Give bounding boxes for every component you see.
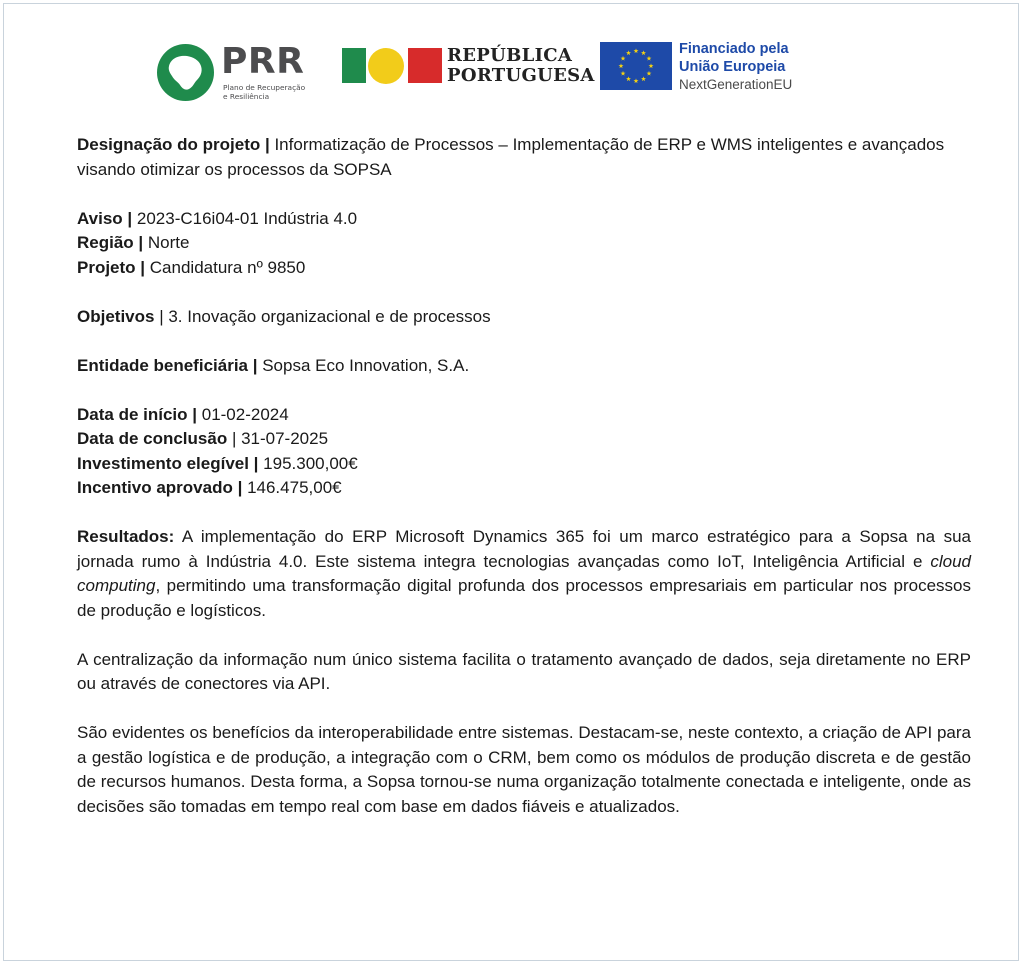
rp-yellow-disc [368,48,404,84]
eu-flag-icon [600,42,672,90]
field-data-conclusao: Data de conclusão | 31-07-2025 [77,429,329,448]
field-projeto: Projeto | Candidatura nº 9850 [77,257,306,277]
field-incentivo: Incentivo aprovado | 146.475,00€ [77,478,342,497]
field-regiao: Região | Norte [77,233,190,252]
rp-wordmark: REPÚBLICA PORTUGUESA [447,45,595,86]
republica-portuguesa-logo [342,45,595,88]
prr-emblem-icon [157,44,214,101]
field-entidade: Entidade beneficiária | Sopsa Eco Innovation, S.A. [77,355,470,375]
prr-subtitle: Plano de Recuperação e Resiliência [223,83,306,101]
resultados-paragraph-2: A centralização da informação num único sistema facilita o tratamento avançado de dados, seja diretamente no ERP ou através de conectores via API. [77,649,971,693]
rp-red-square [408,48,442,83]
eu-funding-logo [600,40,800,92]
resultados-paragraph-3: São evidentes os benefícios da interoperabilidade entre sistemas. Destacam-se, neste contexto, a criação de API para a gestão logística e de produção, a integração com o CRM, bem como os módulos de produção discreta e de gestão de recursos humanos. Desta forma, a Sopsa tornou-se numa organização totalmente conectada e inteligente, onde as decisões são tomadas em tempo real com base em dados fiáveis e atualizados. [77,723,971,816]
resultados-paragraph-1: Resultados: A implementação do ERP Microsoft Dynamics 365 foi um marco estratégico para a Sopsa na sua jornada rumo à Indústria 4.0. Este sistema integra tecnologias avançadas como IoT, Inteligência Artificial e cloud computing, permitindo uma transformação digital profunda dos processos empresariais em particular nos processos de produção e logísticos. [77,527,971,620]
field-data-inicio: Data de início | 01-02-2024 [77,404,289,424]
rp-green-bar [342,48,366,83]
project-info [77,133,971,819]
logo-header [0,0,1024,120]
field-investimento: Investimento elegível | 195.300,00€ [77,453,358,473]
field-objetivos: Objetivos | 3. Inovação organizacional e de processos [77,306,491,326]
field-aviso: Aviso | 2023-C16i04-01 Indústria 4.0 [77,208,358,228]
eu-funding-text: Financiado pela União Europeia NextGenerationEU [679,41,793,92]
prr-wordmark: PRR [221,41,305,82]
field-designacao: Designação do projeto | Informatização de Processos – Implementação de ERP e WMS inteligentes e avançados visando otimizar os processos da SOPSA [77,135,945,179]
prr-logo [157,41,332,104]
